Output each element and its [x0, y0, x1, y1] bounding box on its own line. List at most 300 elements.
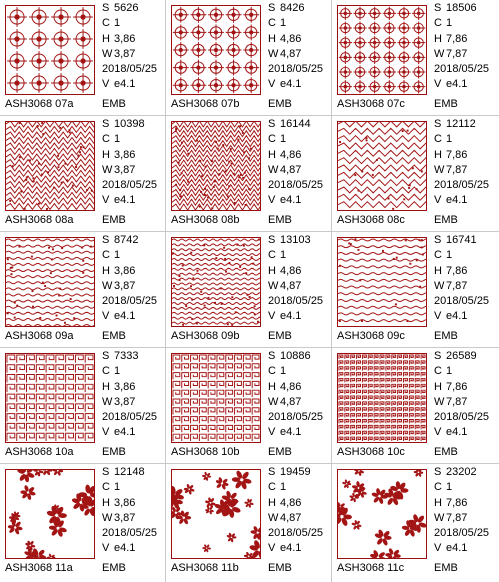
spec-version [268, 425, 323, 440]
spec-date: 2018/05/25 [268, 411, 324, 424]
spec-stitches-key: S [102, 466, 110, 478]
spec-version [434, 77, 489, 92]
file-type: EMB [434, 562, 458, 574]
spec-height-key: H [102, 496, 110, 509]
spec-colors [102, 16, 157, 31]
spec-stitches-key: S [268, 118, 276, 130]
spec-width-value: 3,87 [114, 47, 136, 60]
design-file-item[interactable] [332, 464, 497, 580]
spec-stitches [102, 465, 157, 480]
embroidery-pattern-icon [6, 238, 94, 326]
design-thumbnail[interactable] [5, 5, 95, 95]
spec-date: 2018/05/25 [102, 179, 158, 192]
spec-height [434, 264, 489, 279]
spec-date: 2018/05/25 [102, 411, 158, 424]
design-file-item[interactable] [0, 116, 165, 232]
spec-colors-value: 1 [446, 17, 453, 30]
spec-height-key: H [434, 264, 442, 277]
spec-stitches-key: S [102, 350, 110, 362]
spec-version-value: e4.1 [114, 78, 136, 91]
spec-version-key: V [434, 310, 442, 323]
spec-height-value: 7,86 [446, 32, 468, 45]
spec-stitches [268, 1, 323, 16]
spec-colors [434, 16, 489, 31]
spec-version-value: e4.1 [446, 194, 468, 207]
spec-stitches-key: S [434, 118, 442, 130]
spec-colors [268, 16, 323, 31]
design-specs [268, 349, 323, 441]
spec-stitches [102, 1, 157, 16]
spec-version [268, 309, 323, 324]
file-name[interactable]: ASH3068 07a [5, 98, 74, 110]
design-file-item[interactable] [0, 464, 165, 580]
spec-width-value: 3,87 [114, 511, 136, 524]
spec-version [102, 77, 157, 92]
spec-stitches-value: 7333 [114, 350, 139, 362]
spec-version-key: V [268, 426, 276, 439]
design-thumbnail[interactable] [5, 121, 95, 211]
spec-height [102, 148, 157, 163]
spec-height [268, 32, 323, 47]
spec-stitches [434, 465, 489, 480]
design-specs [102, 233, 157, 325]
spec-height-value: 7,86 [446, 148, 468, 161]
spec-colors-value: 1 [114, 481, 121, 494]
embroidery-pattern-icon [338, 122, 426, 210]
spec-stitches-key: S [268, 466, 276, 478]
design-file-item[interactable] [0, 0, 165, 116]
design-file-item[interactable] [166, 232, 331, 348]
design-specs [268, 233, 323, 325]
spec-height-value: 4,86 [280, 380, 302, 393]
spec-stitches [102, 117, 157, 132]
spec-width-key: W [268, 163, 279, 176]
design-specs [102, 117, 157, 209]
spec-width-value: 7,87 [446, 395, 468, 408]
spec-version-value: e4.1 [446, 310, 468, 323]
design-file-item[interactable] [332, 232, 497, 348]
file-type: EMB [102, 330, 126, 342]
spec-date: 2018/05/25 [434, 179, 490, 192]
design-thumbnail[interactable] [171, 237, 261, 327]
spec-height-value: 7,86 [446, 380, 468, 393]
file-name[interactable]: ASH3068 08a [5, 214, 74, 226]
design-file-item[interactable] [0, 348, 165, 464]
spec-width [102, 279, 157, 294]
file-type: EMB [434, 214, 458, 226]
spec-stitches-key: S [434, 350, 442, 362]
file-type: EMB [434, 330, 458, 342]
spec-colors-key: C [268, 249, 276, 262]
spec-colors-value: 1 [446, 249, 453, 262]
spec-width [102, 511, 157, 526]
file-name[interactable]: ASH3068 10b [171, 446, 240, 458]
spec-colors [102, 364, 157, 379]
spec-colors-key: C [268, 133, 276, 146]
spec-height [268, 264, 323, 279]
spec-version-key: V [102, 78, 110, 91]
embroidery-pattern-icon [6, 470, 94, 558]
spec-width [434, 511, 489, 526]
spec-colors-value: 1 [280, 481, 287, 494]
spec-colors-key: C [434, 365, 442, 378]
embroidery-pattern-icon [6, 354, 94, 442]
spec-stitches-key: S [102, 234, 110, 246]
file-name[interactable]: ASH3068 07b [171, 98, 240, 110]
design-thumbnail[interactable] [5, 353, 95, 443]
design-thumbnail[interactable] [337, 121, 427, 211]
spec-width-value: 3,87 [114, 279, 136, 292]
design-thumbnail[interactable] [171, 5, 261, 95]
design-specs [434, 465, 489, 557]
embroidery-pattern-icon [338, 354, 426, 442]
spec-date: 2018/05/25 [434, 527, 490, 540]
spec-colors-key: C [102, 133, 110, 146]
spec-width-key: W [434, 163, 445, 176]
spec-date: 2018/05/25 [268, 527, 324, 540]
spec-stitches [434, 233, 489, 248]
spec-width [102, 395, 157, 410]
spec-height-value: 4,86 [280, 264, 302, 277]
spec-stitches-key: S [434, 2, 442, 14]
design-specs [434, 1, 489, 93]
spec-colors-key: C [434, 249, 442, 262]
file-name[interactable]: ASH3068 09b [171, 330, 240, 342]
design-thumbnail[interactable] [171, 469, 261, 559]
spec-width [268, 47, 323, 62]
spec-version [102, 425, 157, 440]
file-type: EMB [434, 446, 458, 458]
spec-stitches [434, 117, 489, 132]
file-type: EMB [102, 98, 126, 110]
spec-height-key: H [268, 264, 276, 277]
spec-version [434, 309, 489, 324]
spec-colors [102, 132, 157, 147]
spec-stitches-value: 26589 [446, 350, 477, 362]
spec-height-value: 3,86 [114, 148, 136, 161]
spec-colors-value: 1 [114, 249, 121, 262]
spec-stitches [102, 233, 157, 248]
spec-version [268, 541, 323, 556]
spec-colors [434, 248, 489, 263]
spec-version [102, 309, 157, 324]
design-thumbnail[interactable] [5, 237, 95, 327]
design-file-item[interactable] [166, 116, 331, 232]
spec-stitches-value: 13103 [280, 234, 311, 246]
spec-date: 2018/05/25 [102, 63, 158, 76]
spec-version-value: e4.1 [114, 542, 136, 555]
embroidery-pattern-icon [172, 354, 260, 442]
spec-height-value: 4,86 [280, 148, 302, 161]
spec-width [434, 47, 489, 62]
design-thumbnail[interactable] [5, 469, 95, 559]
spec-version [434, 541, 489, 556]
embroidery-pattern-icon [6, 6, 94, 94]
spec-height [268, 496, 323, 511]
spec-date: 2018/05/25 [268, 295, 324, 308]
spec-colors-key: C [268, 17, 276, 30]
spec-height-value: 3,86 [114, 264, 136, 277]
spec-colors-value: 1 [446, 133, 453, 146]
spec-version-key: V [102, 310, 110, 323]
spec-version-value: e4.1 [280, 194, 302, 207]
spec-width-key: W [268, 47, 279, 60]
spec-width-key: W [268, 395, 279, 408]
spec-colors-key: C [102, 481, 110, 494]
spec-width-key: W [102, 163, 113, 176]
spec-colors-key: C [434, 481, 442, 494]
spec-height-key: H [102, 148, 110, 161]
design-file-item[interactable] [166, 0, 331, 116]
spec-stitches-key: S [102, 2, 110, 14]
design-specs [268, 1, 323, 93]
spec-height-key: H [102, 380, 110, 393]
spec-colors-key: C [268, 365, 276, 378]
spec-width-key: W [434, 511, 445, 524]
design-thumbnail[interactable] [171, 353, 261, 443]
spec-stitches-value: 23202 [446, 466, 477, 478]
spec-version-key: V [102, 194, 110, 207]
spec-version-key: V [102, 426, 110, 439]
spec-height [102, 264, 157, 279]
spec-colors-value: 1 [114, 365, 121, 378]
spec-height [102, 32, 157, 47]
spec-colors-value: 1 [280, 249, 287, 262]
spec-width [268, 511, 323, 526]
spec-version-key: V [268, 310, 276, 323]
file-name[interactable]: ASH3068 08b [171, 214, 240, 226]
spec-version-key: V [434, 542, 442, 555]
file-type: EMB [268, 214, 292, 226]
file-name[interactable]: ASH3068 08c [337, 214, 405, 226]
file-name[interactable]: ASH3068 10c [337, 446, 405, 458]
spec-colors [268, 364, 323, 379]
embroidery-pattern-icon [338, 238, 426, 326]
spec-version-value: e4.1 [114, 426, 136, 439]
spec-colors-key: C [102, 17, 110, 30]
spec-stitches [268, 465, 323, 480]
spec-stitches-value: 18506 [446, 2, 477, 14]
spec-stitches [268, 117, 323, 132]
spec-stitches-value: 19459 [280, 466, 311, 478]
spec-width-value: 3,87 [114, 163, 136, 176]
spec-colors-key: C [102, 249, 110, 262]
design-thumbnail[interactable] [337, 5, 427, 95]
embroidery-pattern-icon [172, 6, 260, 94]
spec-height-value: 3,86 [114, 32, 136, 45]
spec-date: 2018/05/25 [102, 527, 158, 540]
spec-version-key: V [268, 194, 276, 207]
design-thumbnail[interactable] [337, 237, 427, 327]
design-file-item[interactable] [166, 464, 331, 580]
spec-height-key: H [434, 148, 442, 161]
design-thumbnail[interactable] [337, 353, 427, 443]
spec-version [434, 193, 489, 208]
spec-stitches [434, 349, 489, 364]
design-file-item[interactable] [332, 116, 497, 232]
spec-width-key: W [268, 279, 279, 292]
file-type: EMB [434, 98, 458, 110]
spec-width-key: W [102, 47, 113, 60]
spec-width-value: 4,87 [280, 279, 302, 292]
spec-version-value: e4.1 [114, 310, 136, 323]
spec-stitches [268, 233, 323, 248]
design-file-item[interactable] [332, 0, 497, 116]
spec-width [268, 279, 323, 294]
spec-stitches-key: S [434, 234, 442, 246]
spec-version-value: e4.1 [280, 310, 302, 323]
spec-version-key: V [434, 194, 442, 207]
spec-width [268, 163, 323, 178]
embroidery-pattern-icon [172, 238, 260, 326]
spec-height-value: 7,86 [446, 496, 468, 509]
spec-width [102, 163, 157, 178]
embroidery-pattern-icon [172, 122, 260, 210]
spec-height-value: 4,86 [280, 32, 302, 45]
spec-height-value: 4,86 [280, 496, 302, 509]
spec-stitches-value: 16144 [280, 118, 311, 130]
spec-colors [102, 248, 157, 263]
spec-version-value: e4.1 [280, 542, 302, 555]
file-type: EMB [102, 214, 126, 226]
design-specs [434, 117, 489, 209]
file-type: EMB [268, 98, 292, 110]
spec-stitches-value: 8426 [280, 2, 305, 14]
spec-width-value: 7,87 [446, 163, 468, 176]
spec-date: 2018/05/25 [434, 411, 490, 424]
design-thumbnail[interactable] [171, 121, 261, 211]
spec-height-key: H [268, 148, 276, 161]
spec-width-value: 4,87 [280, 47, 302, 60]
spec-colors-value: 1 [280, 17, 287, 30]
spec-width [434, 279, 489, 294]
spec-height [434, 496, 489, 511]
design-specs [102, 1, 157, 93]
spec-colors [268, 132, 323, 147]
design-thumbnail[interactable] [337, 469, 427, 559]
file-name[interactable]: ASH3068 10a [5, 446, 74, 458]
design-file-item[interactable] [166, 348, 331, 464]
spec-version-value: e4.1 [280, 426, 302, 439]
spec-date: 2018/05/25 [434, 63, 490, 76]
spec-colors [268, 480, 323, 495]
file-name[interactable]: ASH3068 11c [337, 562, 405, 574]
spec-width-value: 4,87 [280, 511, 302, 524]
spec-colors-value: 1 [280, 133, 287, 146]
spec-height-key: H [268, 496, 276, 509]
spec-height-key: H [268, 380, 276, 393]
spec-width-key: W [434, 395, 445, 408]
spec-stitches-value: 5626 [114, 2, 139, 14]
file-type: EMB [102, 562, 126, 574]
file-name[interactable]: ASH3068 09c [337, 330, 405, 342]
spec-height [102, 380, 157, 395]
spec-height-value: 7,86 [446, 264, 468, 277]
spec-version-value: e4.1 [446, 426, 468, 439]
spec-stitches-key: S [268, 2, 276, 14]
spec-version-value: e4.1 [446, 542, 468, 555]
spec-stitches-value: 10398 [114, 118, 145, 130]
spec-colors [434, 364, 489, 379]
spec-version-key: V [434, 78, 442, 91]
spec-height-key: H [102, 32, 110, 45]
spec-colors-key: C [434, 17, 442, 30]
spec-version [102, 193, 157, 208]
spec-height-value: 3,86 [114, 496, 136, 509]
spec-width-value: 4,87 [280, 163, 302, 176]
spec-version-value: e4.1 [280, 78, 302, 91]
file-name[interactable]: ASH3068 09a [5, 330, 74, 342]
embroidery-pattern-icon [6, 122, 94, 210]
spec-stitches [102, 349, 157, 364]
spec-width [102, 47, 157, 62]
file-type: EMB [268, 446, 292, 458]
spec-colors-value: 1 [446, 481, 453, 494]
spec-colors-value: 1 [114, 17, 121, 30]
spec-colors [434, 132, 489, 147]
spec-width [434, 163, 489, 178]
spec-height [434, 380, 489, 395]
spec-version-key: V [434, 426, 442, 439]
spec-width-value: 7,87 [446, 279, 468, 292]
spec-date: 2018/05/25 [434, 295, 490, 308]
spec-height [434, 148, 489, 163]
spec-version [434, 425, 489, 440]
spec-width-key: W [434, 47, 445, 60]
spec-stitches [434, 1, 489, 16]
spec-width-key: W [102, 395, 113, 408]
spec-stitches-key: S [268, 350, 276, 362]
file-type: EMB [102, 446, 126, 458]
spec-version-key: V [268, 78, 276, 91]
spec-date: 2018/05/25 [268, 63, 324, 76]
file-name[interactable]: ASH3068 11a [5, 562, 73, 574]
spec-version-key: V [268, 542, 276, 555]
spec-height-key: H [434, 32, 442, 45]
spec-colors-key: C [102, 365, 110, 378]
spec-width-value: 7,87 [446, 47, 468, 60]
spec-height [268, 148, 323, 163]
spec-date: 2018/05/25 [102, 295, 158, 308]
spec-colors-key: C [434, 133, 442, 146]
spec-colors-key: C [268, 481, 276, 494]
spec-version [268, 193, 323, 208]
spec-width [268, 395, 323, 410]
spec-version-value: e4.1 [114, 194, 136, 207]
spec-width-key: W [102, 511, 113, 524]
design-file-item[interactable] [0, 232, 165, 348]
file-name[interactable]: ASH3068 07c [337, 98, 405, 110]
spec-height-key: H [434, 496, 442, 509]
spec-colors [434, 480, 489, 495]
spec-stitches-value: 12112 [446, 118, 476, 130]
spec-width [434, 395, 489, 410]
file-name[interactable]: ASH3068 11b [171, 562, 239, 574]
spec-colors [102, 480, 157, 495]
spec-height [268, 380, 323, 395]
design-file-item[interactable] [332, 348, 497, 464]
embroidery-pattern-icon [338, 470, 426, 558]
embroidery-pattern-icon [172, 470, 260, 558]
spec-stitches-value: 10886 [280, 350, 311, 362]
spec-width-key: W [102, 279, 113, 292]
design-specs [434, 233, 489, 325]
spec-stitches-value: 8742 [114, 234, 139, 246]
spec-version-key: V [102, 542, 110, 555]
spec-width-value: 3,87 [114, 395, 136, 408]
spec-height-key: H [268, 32, 276, 45]
design-specs [434, 349, 489, 441]
